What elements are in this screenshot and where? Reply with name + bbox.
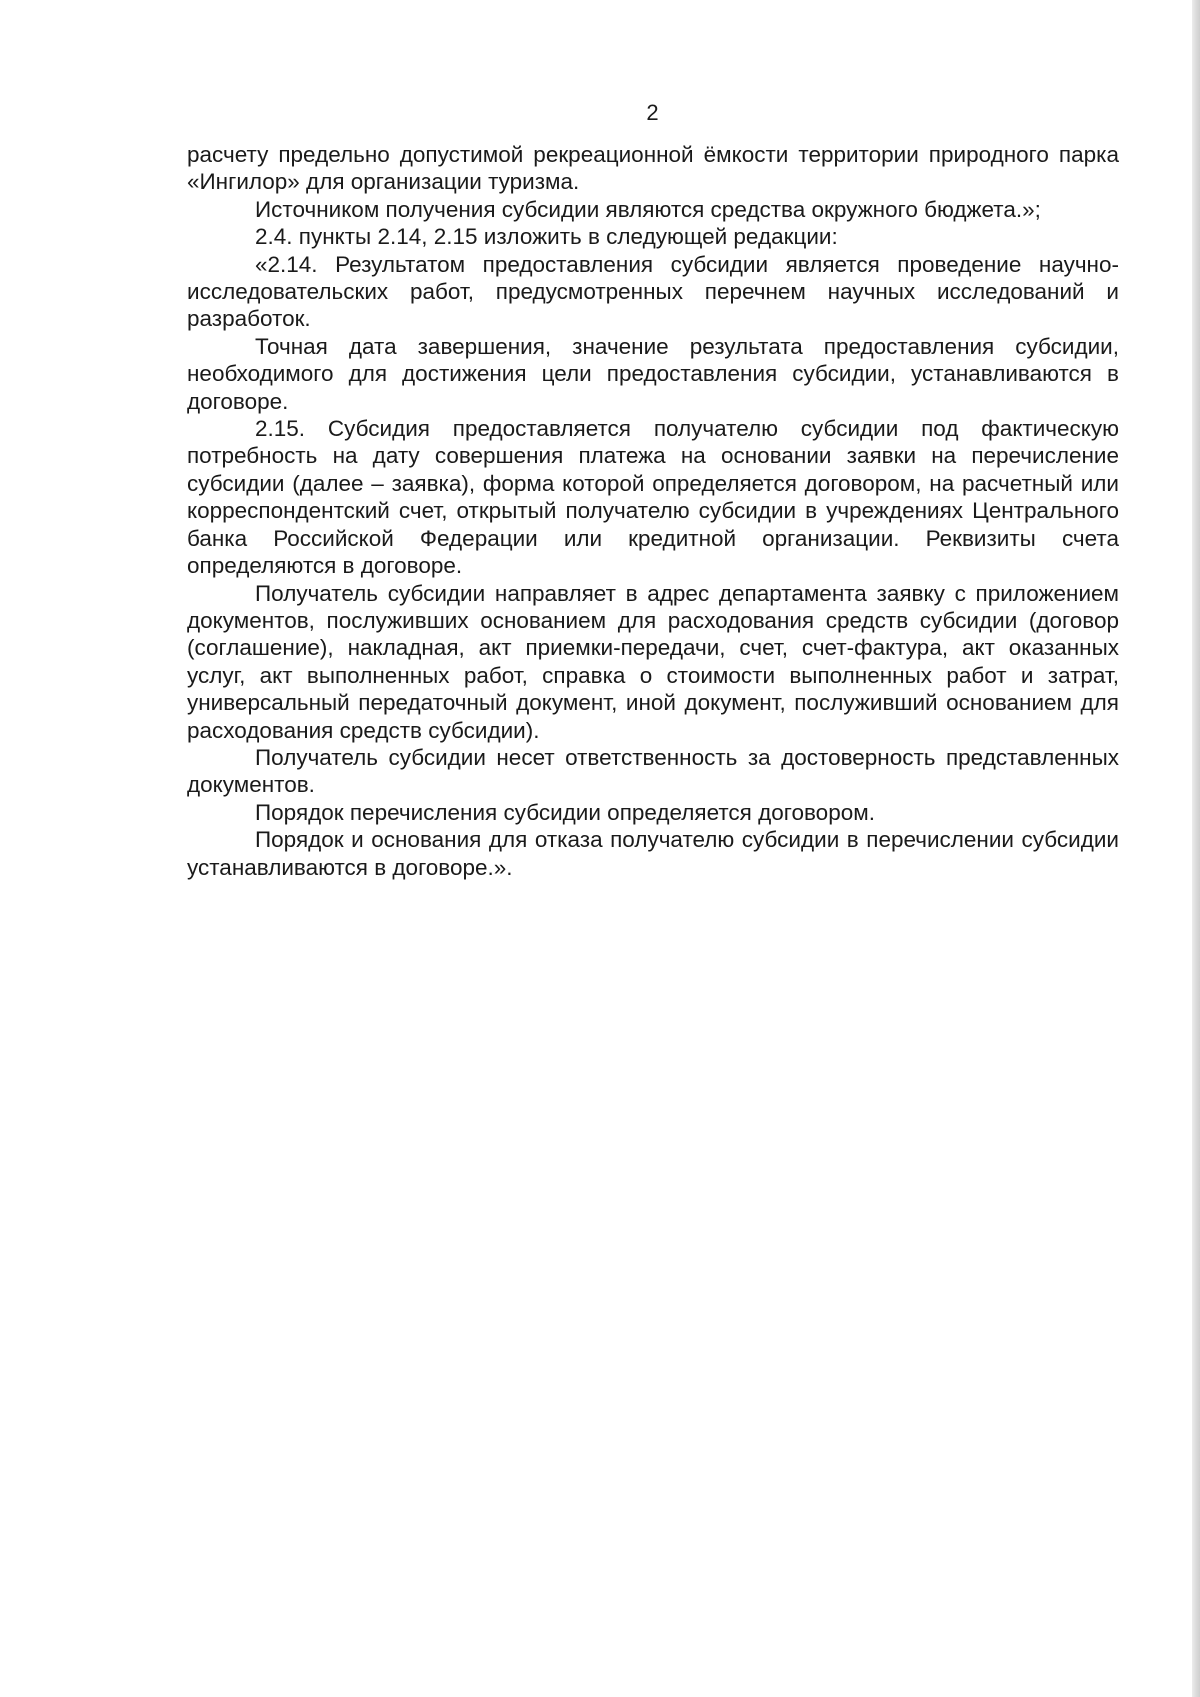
paragraph-clause-2-14: «2.14. Результатом предоставления субсидии является проведение научно-исследовательских работ, предусмотренных перечнем научных исследований и разработок. [187, 251, 1119, 332]
document-body [187, 141, 1119, 881]
paragraph-refusal-grounds: Порядок и основания для отказа получателю субсидии в перечислении субсидии устанавливаются в договоре.». [187, 827, 1119, 880]
paragraph-recipient-application: Получатель субсидии направляет в адрес департамента заявку с приложением документов, послуживших основанием для расходования средств субсидии (договор (соглашение), накладная, акт приемки-передачи, счет, счет-фактура, акт оказанных услуг, акт выполненных работ, справка о стоимости выполненных работ и затрат, универсальный передаточный документ, иной документ, послуживший основанием для расходования средств субсидии). [187, 580, 1119, 743]
scan-edge-shadow [1192, 0, 1200, 1697]
page-number: 2 [646, 100, 659, 125]
paragraph-transfer-procedure: Порядок перечисления субсидии определяется договором. [255, 799, 875, 825]
paragraph-continuation: расчету предельно допустимой рекреационной ёмкости территории природного парка «Ингилор» для организации туризма. [187, 142, 1119, 195]
paragraph-completion-date: Точная дата завершения, значение результата предоставления субсидии, необходимого для достижения цели предоставления субсидии, устанавливаются в договоре. [187, 333, 1119, 414]
paragraph-responsibility: Получатель субсидии несет ответственность за достоверность представленных документов. [187, 744, 1119, 798]
paragraph-clause-2-15: 2.15. Субсидия предоставляется получателю субсидии под фактическую потребность на дату совершения платежа на основании заявки на перечисление субсидии (далее – заявка), форма которой определяется договором, на расчетный или корреспондентский счет, открытый получателю субсидии в учреждениях Центрального банка Российской Федерации или кредитной организации. Реквизиты счета определяются в договоре. [187, 416, 1119, 579]
paragraph-funding-source: Источником получения субсидии являются средства окружного бюджета.»; [255, 196, 1041, 222]
paragraph-amendment-2-4: 2.4. пункты 2.14, 2.15 изложить в следующей редакции: [255, 224, 838, 250]
